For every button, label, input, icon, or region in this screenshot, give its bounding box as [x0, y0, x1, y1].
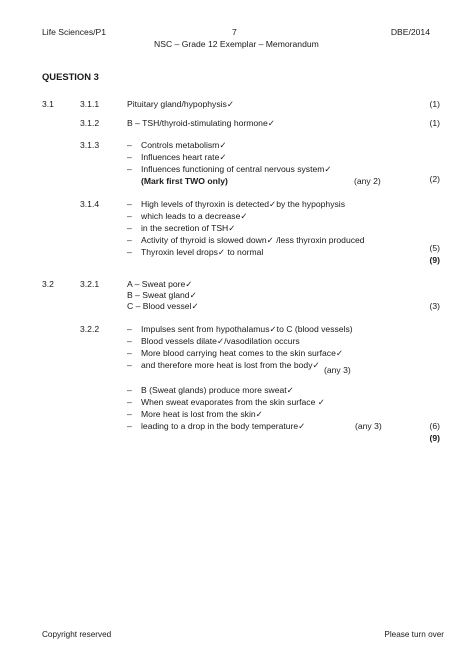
q3-2-2-line: More blood carrying heat comes to the skin surface✓ — [141, 348, 344, 358]
q3-1-4-dash: – — [127, 247, 132, 257]
q3-2-1-line: B – Sweat gland✓ — [127, 290, 197, 300]
q3-2-2-dash: – — [127, 385, 132, 395]
q3-1-3-note: (Mark first TWO only) — [141, 176, 228, 186]
q3-2-1-marks: (3) — [429, 301, 440, 311]
q3-2-2-any-first: (any 3) — [324, 365, 351, 375]
q3-1-1-number: 3.1.1 — [80, 99, 100, 109]
header-right: DBE/2014 — [390, 27, 430, 37]
q3-1-4-dash: – — [127, 211, 132, 221]
footer-turn-over: Please turn over — [384, 630, 444, 639]
q3-1-3-line: Influences heart rate✓ — [141, 152, 227, 162]
q3-1-2-marks: (1) — [429, 118, 440, 128]
q3-2-2-dash: – — [127, 397, 132, 407]
q3-1-3-line: Controls metabolism✓ — [141, 140, 227, 150]
q3-1-3-dash: – — [127, 164, 132, 174]
q3-2-1-line: A – Sweat pore✓ — [127, 279, 193, 289]
q3-2-2-dash: – — [127, 348, 132, 358]
header-left: Life Sciences/P1 — [42, 27, 107, 37]
q3-1-4-dash: – — [127, 235, 132, 245]
q3-2-2-line: Blood vessels dilate✓/vasodilation occurs — [141, 336, 300, 346]
q3-1-4-line: in the secretion of TSH✓ — [141, 223, 236, 233]
q3-2-2-any-second: (any 3) — [355, 421, 382, 431]
q3-2-2-dash: – — [127, 409, 132, 419]
q3-2-2-line: When sweat evaporates from the skin surface ✓ — [141, 397, 325, 407]
q3-2-2-dash: – — [127, 421, 132, 431]
q3-1-4-marks: (5) — [429, 243, 440, 253]
q3-2-2-line: Impulses sent from hypothalamus✓to C (blood vessels) — [141, 324, 353, 334]
q3-1-4-number: 3.1.4 — [80, 199, 100, 209]
q3-2-2-number: 3.2.2 — [80, 324, 100, 334]
q3-1-number: 3.1 — [42, 99, 54, 109]
q3-1-4-line: Activity of thyroid is slowed down✓ /less thyroxin produced — [141, 235, 365, 245]
q3-1-total: (9) — [429, 255, 440, 265]
q3-1-3-any: (any 2) — [354, 176, 381, 186]
q3-2-1-number: 3.2.1 — [80, 279, 100, 289]
q3-1-3-dash: – — [127, 152, 132, 162]
q3-1-3-line: Influences functioning of central nervous system✓ — [141, 164, 332, 174]
q3-2-2-dash: – — [127, 324, 132, 334]
q3-2-2-line: and therefore more heat is lost from the body✓ — [141, 360, 320, 370]
q3-1-2-number: 3.1.2 — [80, 118, 100, 128]
q3-1-4-dash: – — [127, 223, 132, 233]
q3-2-1-line: C – Blood vessel✓ — [127, 301, 199, 311]
q3-2-number: 3.2 — [42, 279, 54, 289]
q3-2-total: (9) — [429, 433, 440, 443]
q3-1-4-dash: – — [127, 199, 132, 209]
q3-2-2-line: B (Sweat glands) produce more sweat✓ — [141, 385, 294, 395]
q3-1-3-marks: (2) — [429, 174, 440, 184]
q3-1-1-marks: (1) — [429, 99, 440, 109]
q3-1-1-answer: Pituitary gland/hypophysis✓ — [127, 99, 235, 109]
header-subtitle: NSC – Grade 12 Exemplar – Memorandum — [154, 39, 319, 49]
q3-2-2-dash: – — [127, 336, 132, 346]
q3-2-2-line: More heat is lost from the skin✓ — [141, 409, 263, 419]
q3-2-2-dash: – — [127, 360, 132, 370]
q3-1-3-number: 3.1.3 — [80, 140, 100, 150]
page-number: 7 — [232, 27, 237, 37]
q3-1-4-line: Thyroxin level drops✓ to normal — [141, 247, 264, 257]
q3-1-3-dash: – — [127, 140, 132, 150]
q3-1-4-line: High levels of thyroxin is detected✓by the hypophysis — [141, 199, 346, 209]
footer-copyright: Copyright reserved — [42, 630, 112, 639]
q3-1-2-answer: B – TSH/thyroid-stimulating hormone✓ — [127, 118, 275, 128]
q3-2-2-marks: (6) — [429, 421, 440, 431]
q3-1-4-line: which leads to a decrease✓ — [141, 211, 248, 221]
question-title: QUESTION 3 — [42, 71, 99, 82]
q3-2-2-line: leading to a drop in the body temperature✓ — [141, 421, 306, 431]
